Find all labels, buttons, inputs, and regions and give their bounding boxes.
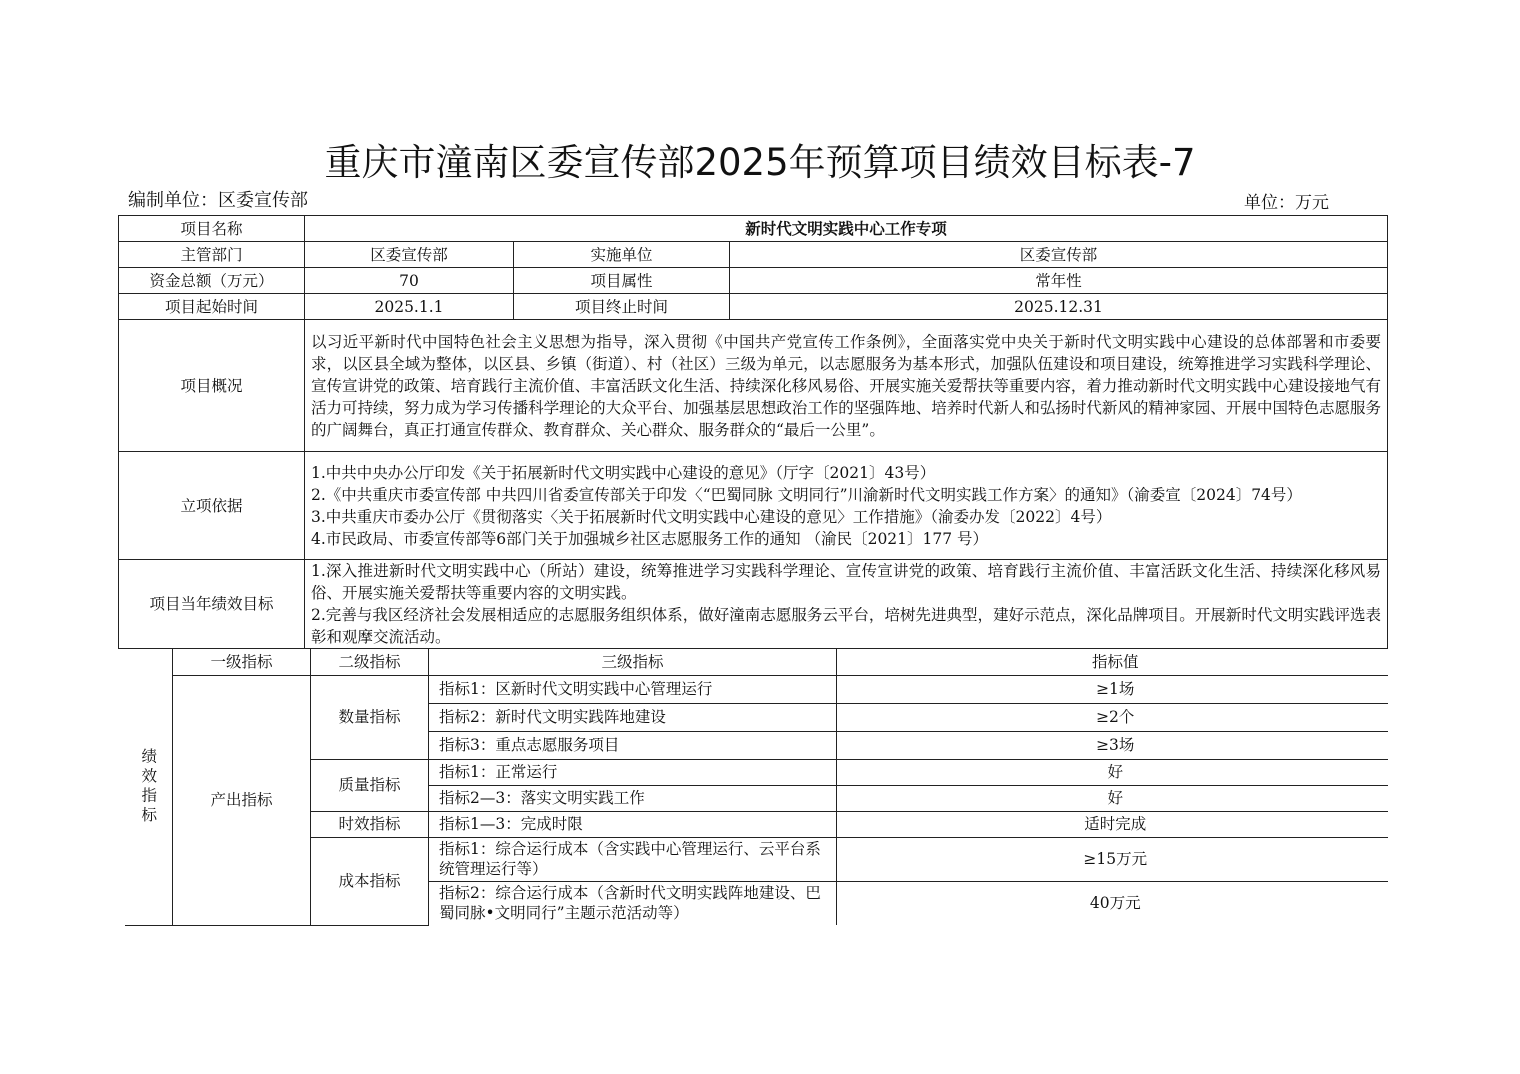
row-goal (119, 560, 1388, 649)
indicator-name: 指标2：新时代文明实践阵地建设 (429, 703, 837, 731)
cost-label: 成本指标 (311, 837, 429, 925)
page-title: 重庆市潼南区委宣传部2025年预算项目绩效目标表-7 (324, 141, 1196, 184)
indicator-value: ≥3场 (837, 731, 1388, 759)
overview-label: 项目概况 (119, 320, 305, 452)
row-project-name (119, 216, 1388, 242)
performance-table (125, 649, 1388, 926)
basis-line: 2.《中共重庆市委宣传部 中共四川省委宣传部关于印发〈“巴蜀同脉 文明同行”川渝新时代文明实践工作方案〉的通知》（渝委宣〔2024〕74号） (311, 485, 1302, 504)
indicator-value: ≥1场 (837, 675, 1388, 703)
perf-header-l2: 二级指标 (311, 649, 429, 675)
indicator-name: 指标1：区新时代文明实践中心管理运行 (429, 675, 837, 703)
indicator-value: 40万元 (837, 881, 1388, 925)
overview-text: 以习近平新时代中国特色社会主义思想为指导，深入贯彻《中国共产党宣传工作条例》，全面落实党中央关于新时代文明实践中心建设的总体部署和市委要求，以区县全域为整体，以区县、乡镇（街道）、村（社区）三级为单元，以志愿服务为基本形式，加强队伍建设和项目建设，统筹推进学习实践科学理论、宣传宣讲党的政策、培育践行主流价值、丰富活跃文化生活、持续深化移风易俗、开展实施关爱帮扶等重要内容，着力推动新时代文明实践中心建设接地气有活力可持续，努力成为学习传播科学理论的大众平台、加强基层思想政治工作的坚强阵地、培养时代新人和弘扬时代新风的精神家园、开展中国特色志愿服务的广阔舞台，真正打通宣传群众、教育群众、关心群众、服务群众的“最后一公里”。 (305, 320, 1388, 452)
indicator-name: 指标2—3：落实文明实践工作 (429, 785, 837, 811)
start-label: 项目起始时间 (119, 294, 305, 320)
performance-section (119, 649, 1388, 926)
unit-label: 单位：万元 (1244, 193, 1329, 213)
indicator-name: 指标1：综合运行成本（含实践中心管理运行、云平台系统管理运行等） (429, 837, 837, 881)
end-label: 项目终止时间 (514, 294, 730, 320)
perf-header-l3: 三级指标 (429, 649, 837, 675)
row-funds (119, 268, 1388, 294)
indicator-name: 指标3：重点志愿服务项目 (429, 731, 837, 759)
row-performance (119, 649, 1388, 926)
performance-form (118, 215, 1388, 926)
project-name-label: 项目名称 (119, 216, 305, 242)
row-overview (119, 320, 1388, 452)
start-value: 2025.1.1 (305, 294, 514, 320)
perf-header-value: 指标值 (837, 649, 1388, 675)
dept-label: 主管部门 (119, 242, 305, 268)
perf-header-row (125, 649, 1388, 675)
indicator-value: 好 (837, 759, 1388, 785)
table-row (125, 837, 1388, 881)
table-row (125, 811, 1388, 837)
impl-label: 实施单位 (514, 242, 730, 268)
basis-line: 1.中共中央办公厅印发《关于拓展新时代文明实践中心建设的意见》（厅字〔2021〕43号） (311, 463, 936, 482)
goal-label: 项目当年绩效目标 (119, 560, 305, 649)
row-dates (119, 294, 1388, 320)
funds-label: 资金总额（万元） (119, 268, 305, 294)
indicator-name: 指标1：正常运行 (429, 759, 837, 785)
basis-text (305, 452, 1388, 560)
attr-value: 常年性 (730, 268, 1388, 294)
project-name-value: 新时代文明实践中心工作专项 (305, 216, 1388, 242)
attr-label: 项目属性 (514, 268, 730, 294)
indicator-value: 适时完成 (837, 811, 1388, 837)
goal-line: 1.深入推进新时代文明实践中心（所站）建设，统筹推进学习实践科学理论、宣传宣讲党的政策、培育践行主流价值、丰富活跃文化生活、持续深化移风易俗、开展实施关爱帮扶等重要内容的文明实践。 (311, 562, 1382, 602)
goal-line: 2.完善与我区经济社会发展相适应的志愿服务组织体系，做好潼南志愿服务云平台，培树先进典型，建好示范点，深化品牌项目。开展新时代文明实践评选表彰和观摩交流活动。 (311, 606, 1382, 646)
end-value: 2025.12.31 (730, 294, 1388, 320)
funds-value: 70 (305, 268, 514, 294)
timeliness-label: 时效指标 (311, 811, 429, 837)
dept-value: 区委宣传部 (305, 242, 514, 268)
row-dept (119, 242, 1388, 268)
perf-side-label: 绩效指标 (125, 649, 173, 925)
indicator-value: ≥2个 (837, 703, 1388, 731)
indicator-name: 指标1—3：完成时限 (429, 811, 837, 837)
row-basis (119, 452, 1388, 560)
l1-output-label: 产出指标 (173, 675, 311, 925)
impl-value: 区委宣传部 (730, 242, 1388, 268)
basis-line: 4.市民政局、市委宣传部等6部门关于加强城乡社区志愿服务工作的通知 （渝民〔2021〕177 号） (311, 529, 989, 548)
basis-label: 立项依据 (119, 452, 305, 560)
quantity-label: 数量指标 (311, 675, 429, 759)
indicator-value: 好 (837, 785, 1388, 811)
perf-header-l1: 一级指标 (173, 649, 311, 675)
table-row (125, 759, 1388, 785)
indicator-value: ≥15万元 (837, 837, 1388, 881)
org-label: 编制单位：区委宣传部 (128, 190, 308, 211)
goal-text (305, 560, 1388, 649)
basis-line: 3.中共重庆市委办公厅《贯彻落实〈关于拓展新时代文明实践中心建设的意见〉工作措施》（渝委办发〔2022〕4号） (311, 507, 1112, 526)
table-row (125, 675, 1388, 703)
quality-label: 质量指标 (311, 759, 429, 811)
indicator-name: 指标2：综合运行成本（含新时代文明实践阵地建设、巴蜀同脉•文明同行”主题示范活动等） (429, 881, 837, 925)
